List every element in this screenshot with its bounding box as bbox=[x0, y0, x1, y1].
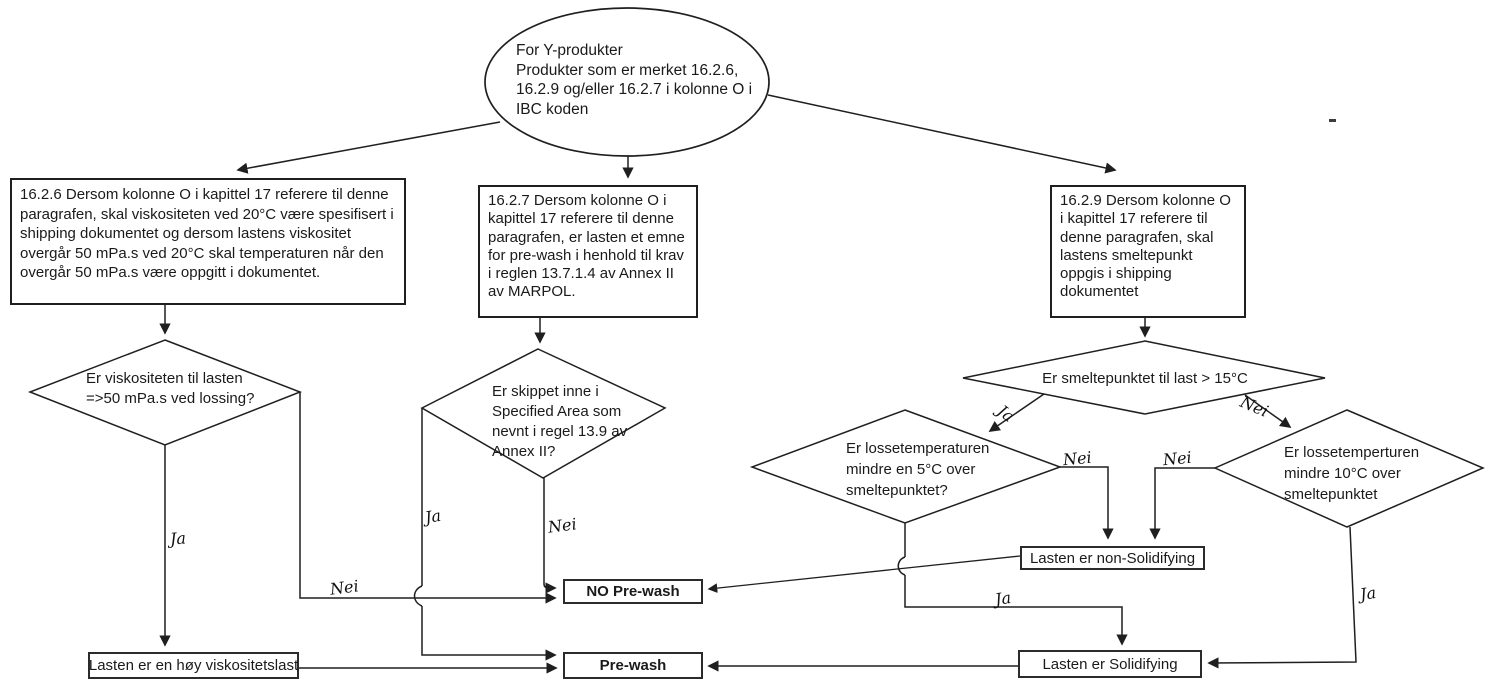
label-nei-melting: Nei bbox=[1237, 392, 1272, 421]
edge-temp5-ja-lower bbox=[905, 575, 1122, 644]
edge-nonsolid-to-noprewash bbox=[709, 556, 1020, 589]
edge-ellipse-to-1629 bbox=[768, 95, 1115, 170]
result-non-solidifying: Lasten er non-Solidifying bbox=[1020, 546, 1205, 570]
label-nei-temp5: Nei bbox=[1062, 447, 1093, 470]
result-no-prewash: NO Pre-wash bbox=[563, 579, 703, 604]
result-prewash: Pre-wash bbox=[563, 652, 703, 679]
diamond-viscosity-text: Er viskositeten til lasten =>50 mPa.s ved lossing? bbox=[86, 370, 255, 407]
start-line: For Y-produkter bbox=[516, 42, 623, 59]
start-line: IBC koden bbox=[516, 100, 589, 118]
label-ja-temp5: Ja bbox=[993, 587, 1013, 610]
diamond-melting-text: Er smeltepunktet til last > 15°C bbox=[1042, 370, 1248, 387]
edge-temp5-nei bbox=[1060, 467, 1108, 538]
line-hop-2 bbox=[898, 557, 905, 575]
edge-area-ja-lower bbox=[422, 606, 555, 655]
label-ja-melting: Ja bbox=[993, 401, 1019, 426]
start-node-text bbox=[516, 41, 766, 119]
start-line: Produkter som er merket 16.2.6, bbox=[516, 61, 739, 79]
diamond-temp5-text: Er lossetemperaturen mindre en 5°C over smeltepunktet? bbox=[846, 440, 990, 499]
label-nei-temp10: Nei bbox=[1162, 447, 1193, 470]
diamond-area-text: Er skippet inne i Specified Area som nevnt i regel 13.9 av Annex II? bbox=[492, 383, 628, 460]
diamond-temp10-text: Er lossetemperturen mindre 10°C over smeltepunktet bbox=[1284, 444, 1420, 503]
line-hop-1 bbox=[415, 586, 423, 606]
stray-mark bbox=[1329, 119, 1336, 122]
result-high-viscosity: Lasten er en høy viskositetslast bbox=[88, 652, 299, 679]
box-16-2-9: 16.2.9 Dersom kolonne O i kapittel 17 referere til denne paragrafen, skal lastens smeltepunkt oppgis i shipping dokumentet bbox=[1050, 185, 1246, 318]
box-16-2-6: 16.2.6 Dersom kolonne O i kapittel 17 referere til denne paragrafen, skal viskositeten ved 20°C være spesifisert i shipping dokumentet og dersom lastens viskositet overgår 50 mPa.s ved 20°C skal temperaturen når den overgår 50 mPa.s være oppgitt i dokumentet. bbox=[10, 178, 406, 305]
label-nei-area: Nei bbox=[546, 514, 578, 537]
label-ja-area: Ja bbox=[423, 505, 443, 528]
label-nei-viscosity: Nei bbox=[328, 576, 360, 599]
edge-temp10-ja bbox=[1209, 527, 1356, 663]
label-ja-viscosity: Ja bbox=[169, 528, 187, 549]
edge-ellipse-to-1626 bbox=[238, 122, 500, 170]
result-solidifying: Lasten er Solidifying bbox=[1018, 650, 1202, 678]
start-line: 16.2.9 og/eller 16.2.7 i kolonne O i bbox=[516, 81, 753, 98]
edge-temp10-nei bbox=[1155, 468, 1215, 538]
box-16-2-7: 16.2.7 Dersom kolonne O i kapittel 17 referere til denne paragrafen, er lasten et emne for pre-wash i henhold til krav i reglen 13.7.1.4 av Annex II av MARPOL. bbox=[478, 185, 698, 318]
label-ja-temp10: Ja bbox=[1358, 582, 1378, 605]
